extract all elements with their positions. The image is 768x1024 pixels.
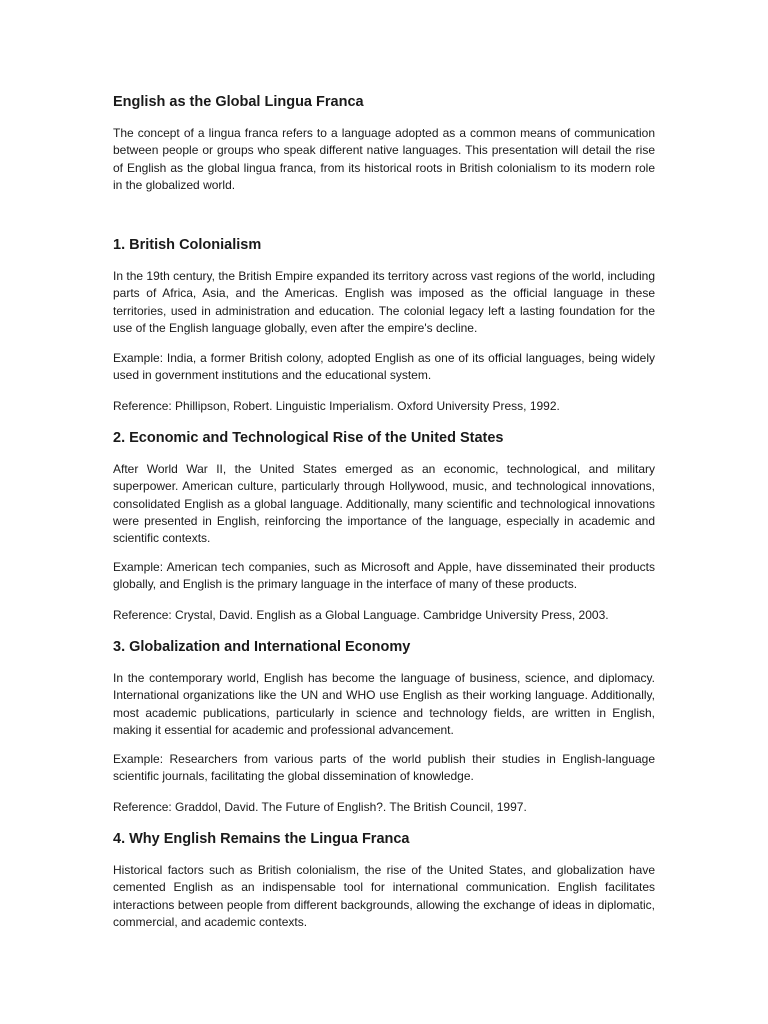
section-heading-united-states: 2. Economic and Technological Rise of the United States	[113, 430, 504, 446]
section-example-globalization: Example: Researchers from various parts of the world publish their studies in English-language scientific journals, facilitating the global dissemination of knowledge.	[113, 752, 655, 784]
section-body-globalization: In the contemporary world, English has become the language of business, science, and diplomacy. International organizations like the UN and WHO use English as their working language. Additionally, most academic publications, particularly in science and technology fields, are written in English, making it essential for academic and professional advancement.	[113, 671, 655, 737]
section-heading-why-english: 4. Why English Remains the Lingua Franca	[113, 831, 410, 847]
section-body-british-colonialism: In the 19th century, the British Empire expanded its territory across vast regions of the world, including parts of Africa, Asia, and the Americas. English was imposed as the official language in these territories, used in administration and education. The colonial legacy left a lasting foundation for the use of the English language globally, even after the empire's decline.	[113, 269, 655, 335]
section-heading-globalization: 3. Globalization and International Economy	[113, 639, 411, 655]
section-example-united-states: Example: American tech companies, such as Microsoft and Apple, have disseminated their products globally, and English is the primary language in the interface of many of these products.	[113, 560, 655, 592]
document-title: English as the Global Lingua Franca	[113, 94, 364, 110]
section-heading-british-colonialism: 1. British Colonialism	[113, 237, 262, 253]
section-body-why-english: Historical factors such as British colonialism, the rise of the United States, and globalization have cemented English as an indispensable tool for international communication. English facilitates interactions between people from different backgrounds, allowing the exchange of ideas in diplomatic, commercial, and academic contexts.	[113, 863, 655, 929]
section-reference-united-states: Reference: Crystal, David. English as a Global Language. Cambridge University Press, 2003.	[113, 608, 609, 622]
section-body-united-states: After World War II, the United States emerged as an economic, technological, and military superpower. American culture, particularly through Hollywood, music, and technological innovations, consolidated English as a global language. Additionally, many scientific and technological innovations were presented in English, reinforcing the importance of the language, especially in academic and scientific contexts.	[113, 462, 655, 546]
section-reference-globalization: Reference: Graddol, David. The Future of English?. The British Council, 1997.	[113, 800, 527, 814]
section-example-british-colonialism: Example: India, a former British colony, adopted English as one of its official languages, being widely used in government institutions and the educational system.	[113, 351, 655, 383]
section-reference-british-colonialism: Reference: Phillipson, Robert. Linguistic Imperialism. Oxford University Press, 1992.	[113, 399, 560, 413]
intro-paragraph: The concept of a lingua franca refers to a language adopted as a common means of communication between people or groups who speak different native languages. This presentation will detail the rise of English as the global lingua franca, from its historical roots in British colonialism to its modern role in the globalized world.	[113, 126, 655, 192]
